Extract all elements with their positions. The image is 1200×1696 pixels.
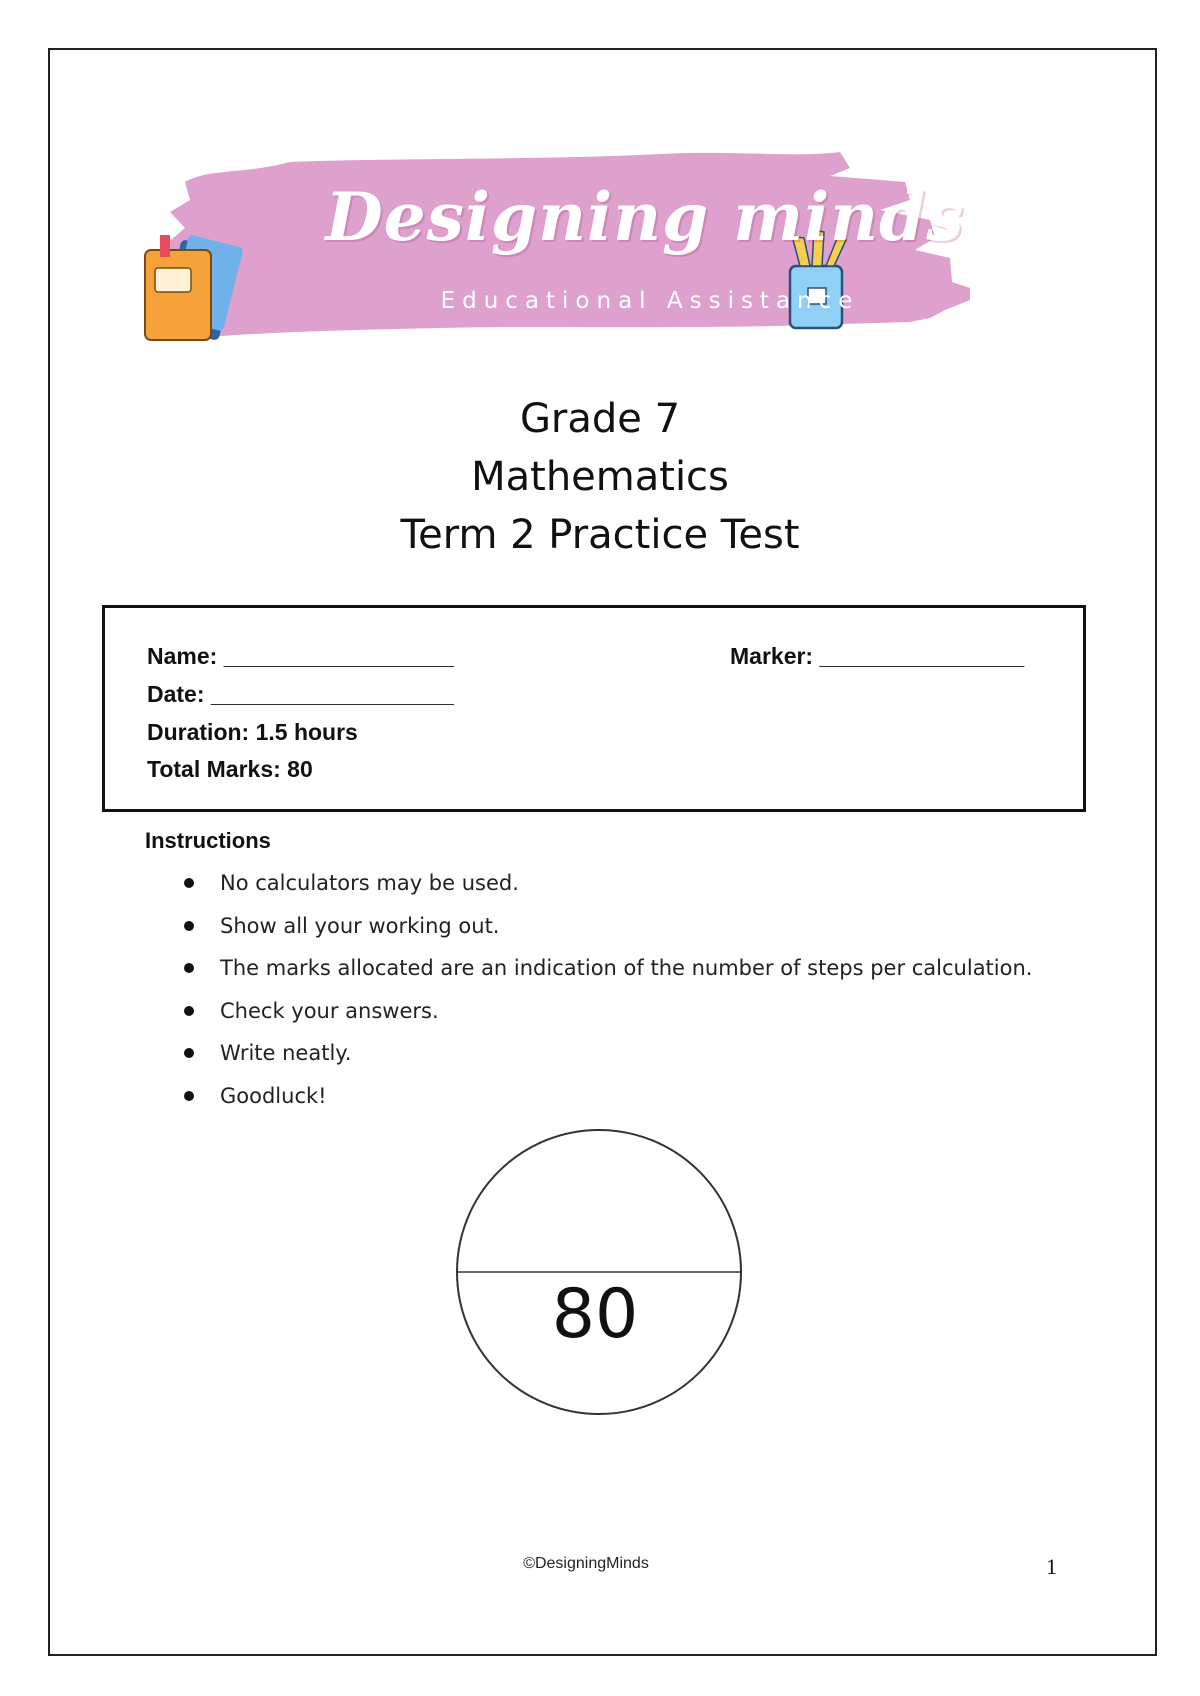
instructions-heading: Instructions: [145, 828, 271, 853]
score-circle: [455, 1128, 743, 1416]
duration-text: Duration: 1.5 hours: [147, 719, 358, 745]
instruction-text: Goodluck!: [220, 1083, 327, 1108]
subject-heading: Mathematics: [471, 454, 729, 500]
footer-copyright: ©DesigningMinds: [523, 1555, 649, 1572]
list-item: [180, 868, 1032, 911]
instruction-text: Write neatly.: [220, 1041, 352, 1065]
banner-graphic: [140, 140, 1070, 375]
bullet-icon: [184, 878, 194, 888]
bullet-icon: [184, 963, 194, 973]
total-marks-text: Total Marks: 80: [147, 756, 313, 782]
bullet-icon: [184, 921, 194, 931]
list-item: [180, 1081, 1032, 1124]
brand-title: Designing minds: [325, 178, 965, 256]
name-field[interactable]: Name: __________________: [147, 643, 454, 669]
list-item: [180, 953, 1032, 996]
list-item: [180, 1038, 1032, 1081]
total-score-value: 80: [551, 1275, 639, 1354]
bullet-icon: [184, 1006, 194, 1016]
instruction-text: The marks allocated are an indication of the number of steps per calculation.: [220, 956, 1033, 980]
marker-field[interactable]: Marker: ________________: [730, 643, 1025, 669]
instruction-text: No calculators may be used.: [220, 871, 519, 895]
brand-banner: [140, 140, 1070, 375]
date-field[interactable]: Date: ___________________: [147, 681, 454, 707]
list-item: [180, 911, 1032, 954]
instruction-text: Show all your working out.: [220, 913, 500, 938]
page-number: 1: [1046, 1554, 1057, 1579]
instructions-list: [180, 868, 1032, 1123]
test-title-block: [0, 390, 1200, 564]
list-item: [180, 996, 1032, 1039]
grade-heading: Grade 7: [519, 396, 681, 442]
bullet-icon: [184, 1091, 194, 1101]
test-name-heading: Term 2 Practice Test: [400, 512, 800, 558]
brand-subtitle: Educational Assistance: [440, 288, 860, 314]
bullet-icon: [184, 1048, 194, 1058]
student-info-box: [102, 605, 1086, 812]
instruction-text: Check your answers.: [220, 998, 439, 1023]
